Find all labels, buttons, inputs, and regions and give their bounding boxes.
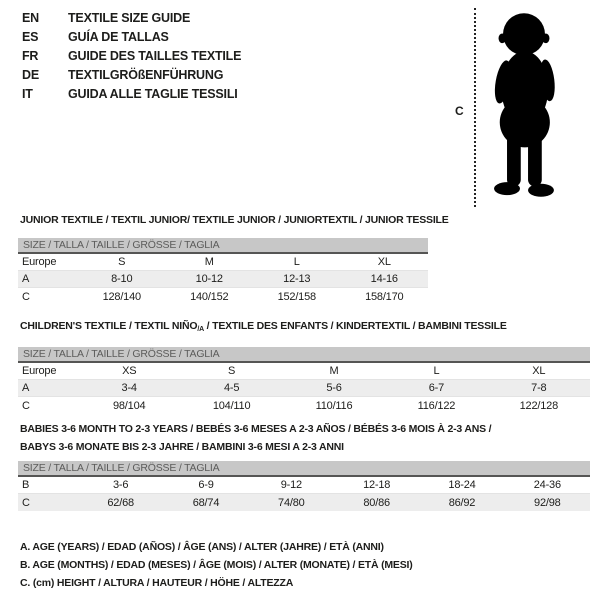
- lang-row-it: [22, 85, 241, 104]
- lang-code: EN: [22, 11, 39, 25]
- table-row: [18, 363, 590, 380]
- lang-text: TEXTILE SIZE GUIDE: [68, 11, 191, 25]
- table-cell: 104/110: [212, 399, 251, 412]
- row-label: Europe: [22, 256, 57, 268]
- table-cell: 24-36: [533, 479, 561, 491]
- table-cell: 6-7: [428, 382, 445, 394]
- table-cell: 4-5: [223, 382, 240, 394]
- table-cell: 18-24: [448, 479, 476, 491]
- table-cell: 128/140: [102, 290, 141, 303]
- table-cell: 3-4: [121, 382, 137, 394]
- table-cell: 110/116: [315, 399, 353, 412]
- table-cell: 10-12: [195, 273, 223, 285]
- table-cell: 158/170: [365, 290, 404, 303]
- table-cell: L: [433, 365, 440, 377]
- table-cell: 62/68: [107, 496, 134, 509]
- table-cell: XS: [122, 365, 137, 377]
- height-measure-dotted-line: [474, 8, 476, 207]
- language-list: [22, 9, 241, 104]
- row-label: Europe: [22, 365, 57, 377]
- lang-text: TEXTILGRÖßENFÜHRUNG: [68, 68, 224, 82]
- title-text: / TEXTILE DES ENFANTS / KINDERTEXTIL / BAMBINI TESSILE: [203, 320, 507, 332]
- table-cell: M: [329, 365, 339, 377]
- table-cell: XL: [532, 365, 546, 377]
- lang-code: FR: [22, 49, 39, 63]
- junior-size-table: [18, 238, 428, 305]
- table-cell: 92/98: [534, 496, 561, 509]
- lang-code: IT: [22, 87, 33, 101]
- table-cell: 14-16: [370, 273, 398, 285]
- row-label: B: [22, 479, 30, 491]
- legend-line-a: A. AGE (YEARS) / EDAD (AÑOS) / ÂGE (ANS) / ALTER (JAHRE) / ETÀ (ANNI): [20, 541, 384, 553]
- lang-code: DE: [22, 68, 39, 82]
- row-label: C: [22, 496, 30, 509]
- table-cell: 68/74: [192, 496, 220, 509]
- table-cell: 3-6: [113, 479, 129, 491]
- table-cell: 80/86: [363, 496, 390, 509]
- lang-code: ES: [22, 30, 39, 44]
- measurement-legend: [20, 538, 413, 592]
- junior-table-title: JUNIOR TEXTILE / TEXTIL JUNIOR/ TEXTILE JUNIOR / JUNIORTEXTIL / JUNIOR TESSILE: [20, 214, 449, 226]
- lang-text: GUIDA ALLE TAGLIE TESSILI: [68, 87, 238, 101]
- table-cell: 8-10: [111, 273, 133, 285]
- legend-line-c: C. (cm) HEIGHT / ALTURA / HAUTEUR / HÖHE / ALTEZZA: [20, 577, 294, 589]
- table-row: [18, 397, 590, 414]
- table-cell: M: [204, 256, 214, 268]
- table-cell: 12-13: [283, 273, 311, 285]
- lang-text: GUÍA DE TALLAS: [68, 30, 169, 44]
- lang-row-fr: [22, 47, 241, 66]
- table-rows: [18, 254, 428, 305]
- table-cell: 152/158: [277, 290, 316, 303]
- table-rows: [18, 363, 590, 414]
- title-text: CHILDREN'S TEXTILE / TEXTIL NIÑO: [20, 320, 198, 332]
- children-table-title: [20, 320, 507, 333]
- row-label: A: [22, 273, 30, 285]
- table-cell: 74/80: [278, 496, 305, 509]
- table-cell: 122/128: [519, 399, 559, 412]
- lang-row-en: [22, 9, 241, 28]
- size-header-bar: SIZE / TALLA / TAILLE / GRÖSSE / TAGLIA: [18, 238, 428, 254]
- table-cell: S: [228, 365, 236, 377]
- title-subscript: /A: [197, 326, 204, 333]
- table-row: [18, 271, 428, 288]
- table-row: [18, 288, 428, 305]
- table-cell: 116/122: [417, 399, 456, 412]
- row-label: A: [22, 382, 30, 394]
- table-cell: 5-6: [326, 382, 342, 394]
- legend-line-b: B. AGE (MONTHS) / EDAD (MESES) / ÂGE (MOIS) / ALTER (MONATE) / ETÀ (MESI): [20, 559, 413, 571]
- table-cell: S: [118, 256, 126, 268]
- table-row: [18, 380, 590, 397]
- babies-table-title: [20, 421, 491, 456]
- table-cell: 6-9: [198, 479, 214, 491]
- table-row: [18, 494, 590, 511]
- height-measure-label: C: [455, 104, 464, 118]
- babies-size-table: [18, 461, 590, 511]
- baby-silhouette-icon: [482, 10, 566, 204]
- table-cell: 98/104: [112, 399, 146, 412]
- children-size-table: [18, 347, 590, 414]
- table-rows: [18, 477, 590, 511]
- table-cell: 86/92: [448, 496, 476, 509]
- lang-row-de: [22, 66, 241, 85]
- row-label: C: [22, 399, 30, 412]
- size-header-bar: SIZE / TALLA / TAILLE / GRÖSSE / TAGLIA: [18, 347, 590, 363]
- babies-title-line1: BABIES 3-6 MONTH TO 2-3 YEARS / BEBÉS 3-6 MESES A 2-3 AÑOS / BÉBÉS 3-6 MOIS À 2-3 ANS /: [20, 423, 492, 435]
- table-cell: 140/152: [190, 290, 229, 303]
- table-cell: XL: [377, 256, 391, 268]
- table-cell: 9-12: [280, 479, 302, 491]
- babies-title-line2: BABYS 3-6 MONATE BIS 2-3 JAHRE / BAMBINI 3-6 MESI A 2-3 ANNI: [20, 440, 344, 453]
- table-cell: L: [293, 256, 300, 268]
- table-cell: 7-8: [531, 382, 547, 394]
- table-row: [18, 477, 590, 494]
- row-label: C: [22, 290, 30, 303]
- lang-text: GUIDE DES TAILLES TEXTILE: [68, 49, 242, 63]
- size-header-bar: SIZE / TALLA / TAILLE / GRÖSSE / TAGLIA: [18, 461, 590, 477]
- table-row: [18, 254, 428, 271]
- table-cell: 12-18: [363, 479, 391, 491]
- lang-row-es: [22, 28, 241, 47]
